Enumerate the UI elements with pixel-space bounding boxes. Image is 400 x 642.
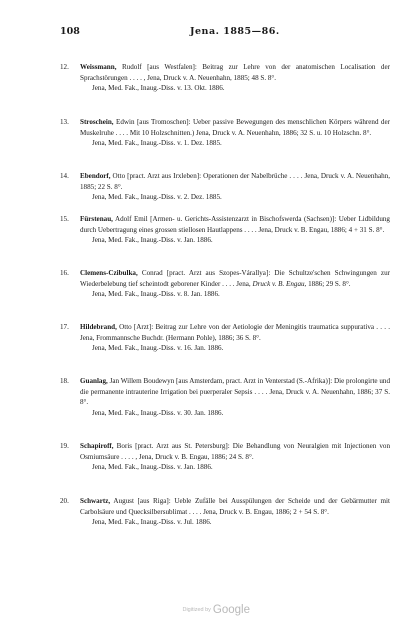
entry-text: Boris [pract. Arzt aus St. Petersburg]: Die Behandlung von Neuralgien mit Injectionen von Osmiumsäure . . . . , Jena, Druck v. B. Engau, 1886; 24 S. 8°. bbox=[80, 442, 390, 461]
entry-number: 12. bbox=[60, 63, 69, 71]
entry-author: Stroschein, bbox=[80, 118, 114, 126]
entry-author: Schapiroff, bbox=[80, 442, 114, 450]
entry-body bbox=[80, 62, 390, 94]
entry-note: Jena, Med. Fak., Inaug.-Diss. v. 13. Okt. 1886. bbox=[92, 84, 225, 93]
dissertation-entry-14 bbox=[60, 171, 390, 203]
entry-body bbox=[80, 322, 390, 354]
google-logo: Google bbox=[212, 604, 250, 616]
dissertation-entry-12 bbox=[60, 62, 390, 94]
entry-note: Jena, Med. Fak., Inaug.-Diss. v. 16. Jan. 1886. bbox=[92, 344, 224, 353]
entry-body bbox=[80, 117, 390, 149]
dissertation-entry-18 bbox=[60, 376, 390, 418]
dissertation-entry-15 bbox=[60, 214, 390, 246]
entry-number: 20. bbox=[60, 497, 69, 505]
entry-body bbox=[80, 268, 390, 300]
entry-author: Hildebrand, bbox=[80, 323, 117, 331]
entry-text: August [aus Riga]: Ueble Zufälle bei Ausspülungen der Scheide und der Gebärmutter mit Carbolsäure und Quecksilbersublimat . . . . Jena, Druck v. B. Engau, 1886; 2 + 54 S. 8°. bbox=[80, 497, 390, 516]
watermark-prefix: Digitized by bbox=[182, 606, 211, 613]
dissertation-entry-19 bbox=[60, 441, 390, 473]
dissertation-entry-13 bbox=[60, 117, 390, 149]
entry-author: Fürstenau, bbox=[80, 215, 113, 223]
entry-number: 13. bbox=[60, 118, 69, 126]
page-number: 108 bbox=[60, 26, 80, 37]
entry-text: Adolf Emil [Armen- u. Gerichts-Assistenzarzt in Bischofswerda (Sachsen)]: Ueber Lidbildung durch Uebertragung eines grossen stiellosen Hautlappens . . . . Jena, Druck v. B. Engau, 1886; 4 + 31 S. 8°. bbox=[80, 215, 390, 234]
entry-text: Otto [Arzt]: Beitrag zur Lehre von der Aetiologie der Meningitis traumatica suppurativa . . . . Jena, Frommannsche Buchdr. (Hermann Pohle), 1886; 36 S. 8°. bbox=[80, 323, 390, 342]
entry-note: Jena, Med. Fak., Inaug.-Diss. v. 30. Jan. 1886. bbox=[92, 408, 224, 417]
entry-author: Ebendorf, bbox=[80, 172, 111, 180]
entry-number: 18. bbox=[60, 377, 69, 385]
entry-note: Jena, Med. Fak., Inaug.-Diss. v. Jan. 1886. bbox=[92, 236, 213, 245]
entry-number: 15. bbox=[60, 215, 69, 223]
entry-note: Jena, Med. Fak., Inaug.-Diss. v. 1. Dez. 1885. bbox=[92, 139, 222, 148]
entry-number: 19. bbox=[60, 442, 69, 450]
entry-note: Jena, Med. Fak., Inaug.-Diss. v. Jan. 1886. bbox=[92, 463, 213, 472]
entry-note: Jena, Med. Fak., Inaug.-Diss. v. Jul. 1886. bbox=[92, 518, 212, 527]
dissertation-entry-17 bbox=[60, 322, 390, 354]
entry-text: Otto [pract. Arzt aus Irxleben]: Operationen der Nabelbrüche . . . . Jena, Druck v. A. Neuenhahn, 1885; 22 S. 8°. bbox=[80, 172, 390, 191]
entry-number: 16. bbox=[60, 269, 69, 277]
entry-number: 17. bbox=[60, 323, 69, 331]
entry-text: Edwin [aus Tromoschen]: Ueber passive Bewegungen des menschlichen Körpers während der Muskelruhe . . . . Mit 10 Holzschnitten.) Jena, Druck v. A. Neuenhahn, 1886; 32 S. u. 10 Holzschn. 8°. bbox=[80, 118, 390, 137]
entry-note: Jena, Med. Fak., Inaug.-Diss. v. 8. Jan. 1886. bbox=[92, 290, 220, 299]
page-header bbox=[60, 26, 390, 40]
entry-note: Jena, Med. Fak., Inaug.-Diss. v. 2. Dez. 1885. bbox=[92, 193, 222, 202]
entry-text: Conrad [pract. Arzt aus Szopes-Várallya]: Die Schultze'schen Schwingungen zur Wiederbelebung tief scheintodt geborener Kinder . . . . Jena, bbox=[80, 269, 390, 288]
entry-number: 14. bbox=[60, 172, 69, 180]
entry-body bbox=[80, 376, 390, 418]
running-title: Jena. 1885—86. bbox=[190, 26, 280, 37]
entry-body bbox=[80, 171, 390, 203]
entry-publisher: Druck v. B. Engau, bbox=[252, 279, 307, 288]
entry-author: Clemens-Czibulka, bbox=[80, 269, 138, 277]
entry-author: Guanlag, bbox=[80, 377, 108, 385]
entry-author: Schwartz, bbox=[80, 497, 111, 505]
entry-text: Jan Willem Boudewyn [aus Amsterdam, pract. Arzt in Venterstad (S.-Afrika)]: Die prolongirte und die permanente intrauterine Irrigation bei puerperaler Sepsis . . . . Jena, Druck v. A. Neuenhahn, 1886; 37 S. 8°. bbox=[80, 377, 390, 407]
entry-body bbox=[80, 214, 390, 246]
entry-body bbox=[80, 441, 390, 473]
entry-body bbox=[80, 496, 390, 528]
entry-author: Weissmann, bbox=[80, 63, 117, 71]
dissertation-entry-16 bbox=[60, 268, 390, 300]
digitized-watermark bbox=[182, 604, 250, 616]
dissertation-entry-20 bbox=[60, 496, 390, 528]
entry-text: Rudolf [aus Westfalen]: Beitrag zur Lehre von der anatomischen Localisation der Sprachstörungen . . . . , Jena, Druck v. A. Neuenhahn, 1885; 48 S. 8°. bbox=[80, 63, 390, 82]
entry-text-end: 1886; 29 S. 8°. bbox=[308, 279, 351, 288]
